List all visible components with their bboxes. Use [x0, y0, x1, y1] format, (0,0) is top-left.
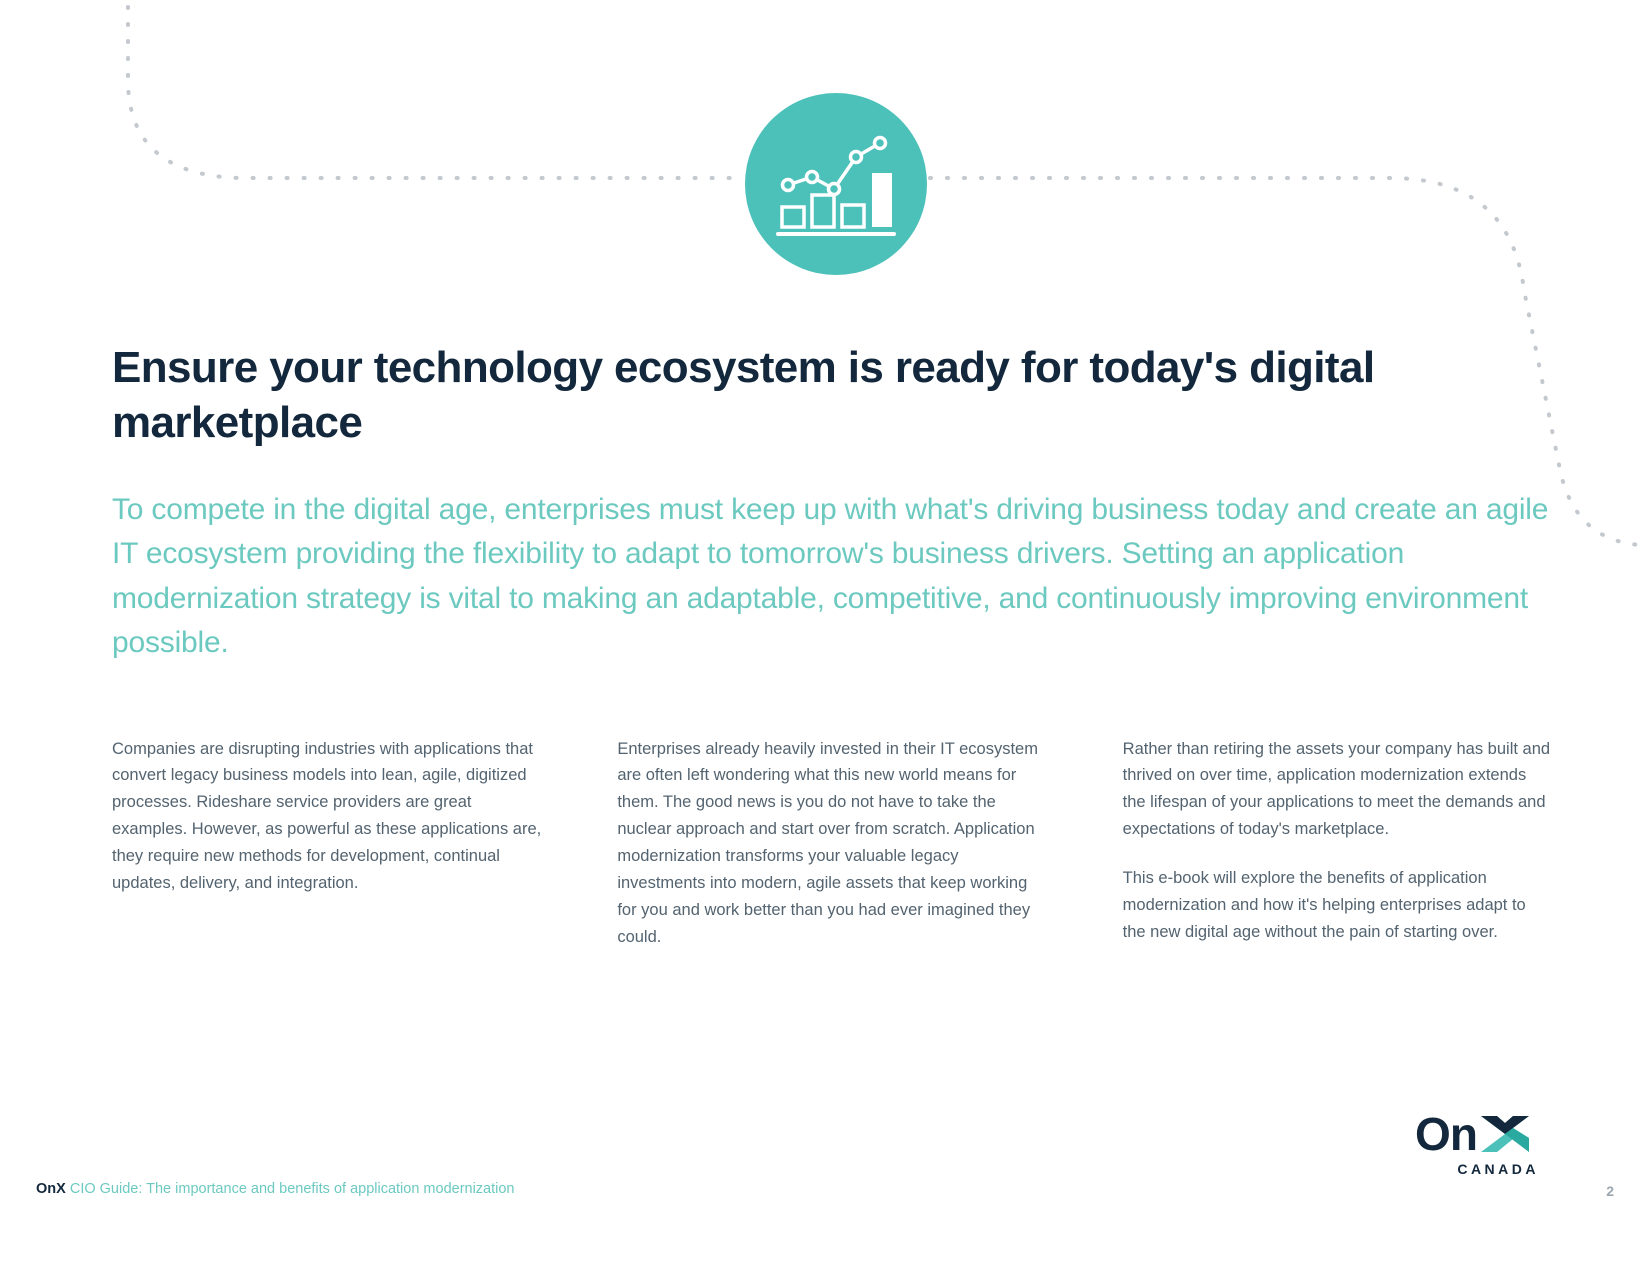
logo-wordmark: On — [1415, 1108, 1477, 1160]
hero-icon-circle — [745, 93, 927, 275]
body-column-2 — [617, 736, 1046, 951]
paragraph: Companies are disrupting industries with applications that convert legacy business models into lean, agile, digitized processes. Rideshare service providers are great examples. However, as powerful as these applications are, they require new methods for development, continual updates, delivery, and integration. — [112, 739, 542, 893]
footer-caption: CIO Guide: The importance and benefits of application modernization — [65, 1181, 515, 1197]
logo-x-icon — [1479, 1112, 1531, 1156]
footer-brand: OnX — [36, 1181, 66, 1197]
footer-text — [36, 1181, 515, 1197]
body-column-3 — [1123, 736, 1552, 951]
logo-mark — [1403, 1108, 1543, 1160]
page-content — [112, 340, 1552, 951]
logo-region-label: CANADA — [1457, 1161, 1539, 1177]
body-columns — [112, 736, 1552, 951]
bar-chart-growth-icon — [776, 127, 896, 242]
paragraph: Rather than retiring the assets your company has built and thrived on over time, application modernization extends the lifespan of your applications to meet the demands and expectations of today's marketplace. — [1122, 739, 1551, 839]
page-number: 2 — [1606, 1183, 1614, 1199]
page-title: Ensure your technology ecosystem is ready for today's digital marketplace — [112, 343, 1375, 447]
lede-paragraph: To compete in the digital age, enterprises must keep up with what's driving business today and create an agile IT ecosystem providing the flexibility to adapt to tomorrow's business drivers. Setting an application modernization strategy is vital to making an adaptable, competitive, and continuously improving environment possible. — [112, 493, 1549, 660]
body-column-1 — [112, 736, 541, 951]
paragraph: This e-book will explore the benefits of application modernization and how it's helping enterprises adapt to the new digital age without the pain of starting over. — [1122, 869, 1526, 941]
onx-canada-logo — [1403, 1108, 1543, 1177]
paragraph: Enterprises already heavily invested in their IT ecosystem are often left wondering what this new world means for them. The good news is you do not have to take the nuclear approach and start over from scratch. Application modernization transforms your valuable legacy investments into modern, agile assets that keep working for you and work better than you had ever imagined they could. — [617, 739, 1038, 946]
